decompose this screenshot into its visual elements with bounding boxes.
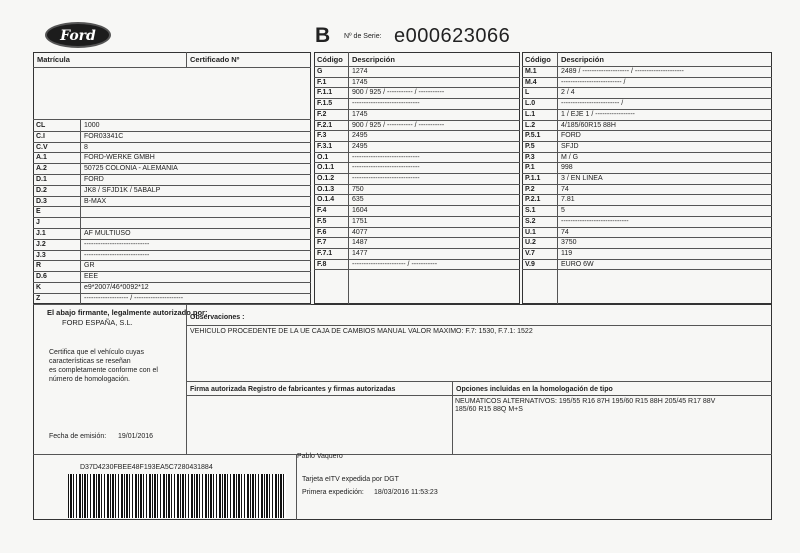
row-rule (33, 239, 311, 240)
row-value: 1745 (352, 110, 368, 118)
opciones-divider (452, 381, 453, 454)
row-code: J.2 (36, 240, 46, 248)
row-rule (522, 109, 772, 110)
row-code: F.2 (317, 110, 327, 118)
row-code: O.1.4 (317, 196, 335, 204)
row-rule (33, 142, 311, 143)
row-rule (522, 162, 772, 163)
certificado-label: Certificado Nº (190, 55, 240, 64)
row-rule (522, 194, 772, 195)
right-table-frame (522, 52, 772, 304)
row-rule (33, 282, 311, 283)
opciones-label: Opciones incluidas en la homologación de tipo (456, 386, 613, 393)
row-rule (314, 130, 520, 131)
bottom-rule (33, 454, 772, 455)
row-value: 2495 (352, 132, 368, 140)
row-code: P.2 (525, 185, 535, 193)
row-code: F.7 (317, 239, 327, 247)
row-code: A.2 (36, 165, 47, 173)
row-value: 1274 (352, 68, 368, 75)
row-rule (522, 152, 772, 153)
row-value: ---------------------------- (84, 240, 150, 248)
row-code: P.1 (525, 164, 535, 172)
row-rule (522, 259, 772, 260)
row-code: D.6 (36, 273, 47, 281)
row-rule (314, 141, 520, 142)
row-code: D.1 (36, 176, 47, 183)
row-value: 750 (352, 185, 364, 193)
row-value: ------------------------- / (561, 100, 624, 108)
row-value: 74 (561, 185, 569, 193)
observaciones-text: VEHICULO PROCEDENTE DE LA UE CAJA DE CAMBIOS MANUAL VALOR MAXIMO: F.7: 1530, F.7.1: 1522 (190, 328, 533, 335)
series-label: Nº de Serie: (344, 33, 382, 40)
ford-logo (45, 22, 111, 48)
row-rule (314, 269, 520, 270)
row-code: S.2 (525, 217, 536, 225)
row-value: ------------------- / --------------------- (84, 294, 184, 302)
row-rule (33, 174, 311, 175)
opciones-line-2: 185/60 R15 88Q M+S (455, 406, 523, 413)
row-rule (314, 184, 520, 185)
row-rule (522, 141, 772, 142)
row-value: 1751 (352, 217, 368, 225)
row-value: -------------------------- / (561, 78, 626, 86)
row-code: R (36, 262, 42, 270)
right-code-header: Código (525, 55, 551, 64)
row-rule (33, 260, 311, 261)
row-rule (522, 216, 772, 217)
row-rule (33, 217, 311, 218)
row-value: 5 (561, 207, 565, 215)
row-rule (522, 237, 772, 238)
row-code: F.7.1 (317, 249, 333, 257)
row-code: C.V (36, 143, 48, 151)
row-value: SFJD (561, 142, 579, 150)
row-code: L.0 (525, 100, 536, 108)
row-code: D.3 (36, 197, 47, 205)
expedicion-value: 18/03/2016 11:53:23 (374, 489, 438, 496)
row-code: F.1 (317, 78, 327, 86)
row-code: E (36, 208, 41, 216)
observaciones-label: Observaciones : (190, 314, 245, 321)
row-value: 8 (84, 143, 88, 151)
row-code: F.6 (317, 228, 327, 236)
certifica-line-4: número de homologación. (49, 376, 130, 383)
row-value: 50725 COLONIA - ALEMANIA (84, 165, 178, 173)
row-code: F.2.1 (317, 121, 333, 129)
row-rule (522, 98, 772, 99)
left-code-divider (80, 119, 81, 304)
row-value: 635 (352, 196, 364, 204)
row-rule (33, 228, 311, 229)
row-code: C.I (36, 132, 45, 140)
row-value: B-MAX (84, 197, 107, 205)
row-rule (33, 271, 311, 272)
row-rule (314, 109, 520, 110)
row-code: O.1 (317, 153, 329, 161)
row-code: F.3.1 (317, 142, 333, 150)
tarjeta-text: Tarjeta eITV expedida por DGT (302, 476, 399, 483)
row-code: V.7 (525, 249, 535, 257)
row-code: U.1 (525, 228, 536, 236)
row-rule (314, 194, 520, 195)
row-value: AF MULTIUSO (84, 230, 131, 237)
signer-name: FORD ESPAÑA, S.L. (62, 318, 133, 327)
row-code: F.3 (317, 132, 327, 140)
row-rule (522, 77, 772, 78)
row-code: P.2.1 (525, 196, 541, 204)
signer-label: El abajo firmante, legalmente autorizado por: (47, 308, 208, 317)
row-value: FOR03341C (84, 132, 124, 140)
left-table-frame (33, 52, 311, 304)
barcode (68, 474, 286, 518)
row-rule (522, 120, 772, 121)
mid-code-divider (348, 52, 349, 304)
row-code: P.5.1 (525, 132, 541, 140)
row-value: FORD-WERKE GMBH (84, 154, 155, 162)
row-value: GR (84, 262, 95, 270)
row-code: U.2 (525, 239, 536, 247)
row-value: 4077 (352, 228, 368, 236)
mid-header-rule (314, 66, 520, 67)
row-rule (314, 227, 520, 228)
row-value: 7.81 (561, 196, 575, 204)
row-code: O.1.3 (317, 185, 335, 193)
row-value: 900 / 925 / ----------- / ----------- (352, 89, 445, 97)
row-rule (522, 173, 772, 174)
block-rule (33, 119, 311, 120)
row-value: 119 (561, 249, 573, 257)
fecha-label: Fecha de emisión: (49, 433, 107, 440)
row-code: L.2 (525, 121, 536, 129)
expedicion-label: Primera expedición: (302, 489, 364, 496)
row-rule (33, 250, 311, 251)
row-rule (314, 248, 520, 249)
row-rule (33, 152, 311, 153)
row-code: F.8 (317, 260, 327, 268)
row-value: 1745 (352, 78, 368, 86)
row-rule (522, 184, 772, 185)
row-rule (522, 205, 772, 206)
row-value: 1000 (84, 122, 100, 129)
row-code: F.1.5 (317, 100, 333, 108)
row-code: J.3 (36, 251, 46, 259)
row-value: EURO 6W (561, 260, 594, 268)
right-code-divider (557, 52, 558, 304)
row-value: 1487 (352, 239, 368, 247)
row-rule (33, 196, 311, 197)
row-code: D.2 (36, 186, 47, 194)
row-value: 3750 (561, 239, 577, 247)
row-code: M.1 (525, 68, 537, 75)
row-rule (522, 227, 772, 228)
tarjeta-divider (296, 454, 297, 520)
row-value: JK8 / SFJD1K / 5ABALP (84, 186, 161, 194)
header-divider (186, 52, 187, 68)
row-value: 998 (561, 164, 573, 172)
header-rule (33, 67, 311, 68)
firma-label: Firma autorizada Registro de fabricantes y firmas autorizadas (190, 386, 396, 393)
right-desc-header: Descripción (561, 55, 604, 64)
bottom-vertical-divider (186, 304, 187, 454)
row-code: F.4 (317, 207, 327, 215)
row-rule (314, 237, 520, 238)
row-rule (314, 77, 520, 78)
row-code: G (317, 68, 323, 75)
row-code: P.1.1 (525, 175, 541, 182)
row-code: J.1 (36, 230, 46, 237)
row-code: L (525, 89, 530, 97)
signatory-name: Pablo Vaquero (297, 453, 343, 460)
certifica-line-2: características se reseñan (49, 358, 131, 365)
barcode-text: D37D4230FBEE48F193EA5C7280431884 (80, 464, 213, 471)
row-code: J (36, 219, 40, 227)
row-value: 1 / EJE 1 / ----------------- (561, 110, 635, 118)
row-code: K (36, 284, 42, 291)
row-code: V.9 (525, 260, 535, 268)
row-rule (522, 248, 772, 249)
row-value: FORD (84, 176, 104, 183)
certifica-line-3: es completamente conforme con el (49, 367, 158, 374)
row-rule (522, 130, 772, 131)
row-value: 1604 (352, 207, 368, 215)
row-value: M / G (561, 153, 579, 161)
mid-desc-header: Descripción (352, 55, 395, 64)
row-code: M.4 (525, 78, 537, 86)
row-rule (33, 131, 311, 132)
row-value: ---------------------------- (84, 251, 150, 259)
row-value: FORD (561, 132, 581, 140)
row-code: P.5 (525, 142, 535, 150)
matricula-label: Matrícula (37, 55, 70, 64)
series-number: e000623066 (394, 25, 511, 47)
row-rule (314, 216, 520, 217)
row-value: ----------------------------- (561, 217, 629, 225)
row-value: 3 / EN LINEA (561, 175, 603, 182)
row-code: F.1.1 (317, 89, 333, 97)
row-code: A.1 (36, 154, 47, 162)
row-code: L.1 (525, 110, 536, 118)
row-code: CL (36, 122, 46, 129)
row-code: P.3 (525, 153, 535, 161)
row-code: Z (36, 294, 41, 302)
row-value: 1477 (352, 249, 368, 257)
logo-text: Ford (60, 28, 96, 44)
row-code: F.5 (317, 217, 327, 225)
row-value: 74 (561, 228, 569, 236)
row-value: 900 / 925 / ----------- / ----------- (352, 121, 445, 129)
certifica-line-1: Certifica que el vehículo cuyas (49, 349, 144, 356)
row-value: ----------------------------- (352, 100, 420, 108)
row-rule (522, 269, 772, 270)
row-code: S.1 (525, 207, 536, 215)
row-rule (33, 304, 311, 305)
series-letter: B (315, 24, 331, 47)
row-rule (522, 87, 772, 88)
row-value: e9*2007/46*0092*12 (84, 284, 149, 291)
opciones-line-1: NEUMATICOS ALTERNATIVOS: 195/55 R16 87H 195/60 R15 88H 205/45 R17 88V (455, 398, 716, 405)
firma-bottom-rule (186, 395, 772, 396)
row-code: O.1.2 (317, 175, 335, 182)
mid-code-header: Código (317, 55, 343, 64)
row-value: ----------------------------- (352, 164, 420, 172)
row-rule (33, 206, 311, 207)
row-rule (33, 185, 311, 186)
row-value: EEE (84, 273, 99, 281)
observaciones-rule (186, 325, 772, 326)
row-value: ----------------------- / ----------- (352, 260, 438, 268)
firma-top-rule (186, 381, 772, 382)
row-value: 2 / 4 (561, 89, 575, 97)
row-code: O.1.1 (317, 164, 335, 172)
row-value: 4/185/60R15 88H (561, 121, 616, 129)
fecha-value: 19/01/2016 (118, 433, 154, 440)
row-value: 2495 (352, 142, 368, 150)
row-rule (314, 205, 520, 206)
row-value: ----------------------------- (352, 175, 420, 182)
row-value: ----------------------------- (352, 153, 420, 161)
row-value: 2489 / -------------------- / --------------------- (561, 68, 684, 75)
